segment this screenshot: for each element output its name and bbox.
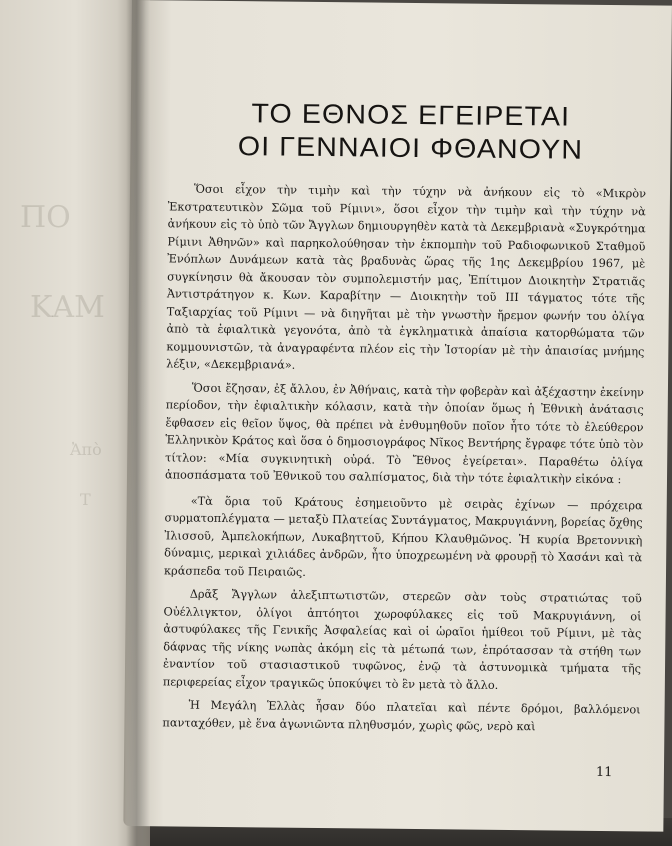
book-page [123, 0, 672, 832]
article-body [162, 180, 646, 742]
paragraph: Ὅσοι εἶχον τὴν τιμὴν καὶ τὴν τύχην νὰ ἀνήκουν εἰς τὸ «Μικρὸν Ἐκστρατευτικὸν Σῶμα τοῦ Ρίμινι», ὅσοι εἶχον τὴν τιμὴν καὶ τὴν τύχην νὰ ἀνήκουν εἰς τὸ ὑπὸ τῶν Ἄγγλων δημιουργηθὲν κατὰ τὰ Δεκεμβριανὰ «Συγκρότημα Ρίμινι Ἀθηνῶν» καὶ παρηκολούθησαν τὴν ἐκπομπὴν τοῦ Ραδιοφωνικοῦ Σταθμοῦ Ἐνόπλων Δυνάμεων κατὰ τὰς βραδυνὰς ὥρας τῆς 1ης Δεκεμβρίου 1967, μὲ συγκίνησιν θὰ ἄκουσαν τὸν συμπολεμιστήν μας, Ἐπίτιμον Διοικητὴν Στρατιᾶς Ἀντιστράτηγον κ. Κων. Καραβίτην — Διοικητὴν τοῦ ΙΙΙ τάγματος τότε τῆς Ταξιαρχίας τοῦ Ρίμινι — νὰ διηγῆται μὲ τὴν γνωστὴν ἤρεμον φωνήν του ὀλίγα ἀπὸ τὰ ἐφιαλτικὰ γεγονότα, ἀπὸ τὰ ἐγκληματικὰ ἀπαίσια κατορθώματα τῶν κομμουνιστῶν, τὰ ἀναγραφέντα πλέον εἰς τὴν Ἱστορίαν μὲ τὴν ἀπαισίας μνήμης λέξιν, «Δεκεμβριανά». [166, 182, 647, 372]
page-number: 11 [595, 764, 613, 781]
title-line: ΤΟ ΕΘΝΟΣ ΕΓΕΙΡΕΤΑΙ [251, 98, 571, 132]
bleed-through-text: Τ [80, 490, 91, 509]
gutter-shadow [126, 0, 150, 846]
paragraph: Ὅσοι ἔζησαν, ἐξ ἄλλου, ἐν Ἀθήναις, κατὰ τὴν φοβερὰν καὶ ἀξέχαστην ἐκείνην περίοδον, τὴν ἐφιαλτικὴν κόλασιν, κατὰ τὴν ὁποίαν ὅμως ἡ Ἐθνικὴ ἀνάτασις ἔφθασεν εἰς θεῖον ὕψος, θὰ πρέπει νὰ ἐνθυμηθοῦν ποῖον ἦτο τότε τὸ ἐλεύθερον Ἑλληνικὸν Κράτος καὶ ὅσα ὁ δημοσιογράφος Νῖκος Βεντήρης ἔγραφε τότε ὑπὸ τὸν τίτλον: «Μία συγκινητικὴ οὐρά. Τὸ Ἔθνος ἐγείρεται». Παραθέτω ὀλίγα ἀποσπάσματα τοῦ Ἐθνικοῦ του σαλπίσματος, διὰ τὴν τότε ἐφιαλτικὴν εἰκόνα : [164, 381, 644, 487]
bleed-through-text: ΚΑΜ [30, 290, 105, 325]
quoted-paragraph: «Τὰ ὅρια τοῦ Κράτους ἐσημειοῦντο μὲ σειρὰς ἐχίνων — πρόχειρα συρματοπλέγματα — μεταξὺ Πλατείας Συντάγματος, Μακρυγιάννη, βορείας ὄχθης Ἰλισσοῦ, Ἀμπελοκήπων, Λυκαβηττοῦ, Κήπου Κλαυθμῶνος. Ἡ κυρία Βρετοννικὴ δύναμις, μερικαὶ χιλιάδες ἀνδρῶν, ἦτο ὑποχρεωμένη νὰ φρουρῇ τὸ Χασάνι καὶ τὰ κράσπεδα τοῦ Πειραιῶς. [163, 494, 643, 579]
title-line: ΟΙ ΓΕΝΝΑΙΟΙ ΦΘΑΝΟΥΝ [237, 131, 584, 165]
page-title [198, 97, 623, 167]
quoted-paragraph: Δρᾶξ Ἄγγλων ἀλεξιπτωτιστῶν, στερεῶν σὰν τοὺς στρατιώτας τοῦ Οὐέλλιγκτον, ὀλίγοι ἀπτόητοι χωροφύλακες εἰς τοῦ Μακρυγιάννη, οἱ ἀστυφύλακες τῆς Γενικῆς Ἀσφαλείας καὶ οἱ ὡραῖοι ἡμίθεοι τοῦ Ρίμινι, μὲ τὰς δάφνας τῆς νίκης νωπὰς ἀκόμη εἰς τὰ μέτωπά των, ἐπρότασσαν τὰ στήθη των ἐναντίον τοῦ στασιαστικοῦ τυφῶνος, ἐνῷ τὰ ἀστυνομικὰ τμήματα τῆς περιφερείας εἶχον τραγικῶς ὑποκύψει τὸ ἓν μετὰ τὸ ἄλλο. [162, 587, 642, 692]
quoted-paragraph: Ἡ Μεγάλη Ἑλλὰς ἦσαν δύο πλατεῖαι καὶ πέντε δρόμοι, βαλλόμενοι πανταχόθεν, μὲ ἕνα ἀγωνιῶντα πληθυσμόν, χωρὶς φῶς, νερὸ καὶ [162, 698, 641, 733]
bleed-through-text: ΠΟ [20, 200, 71, 235]
bleed-through-text: Ἀπὸ [70, 440, 102, 459]
